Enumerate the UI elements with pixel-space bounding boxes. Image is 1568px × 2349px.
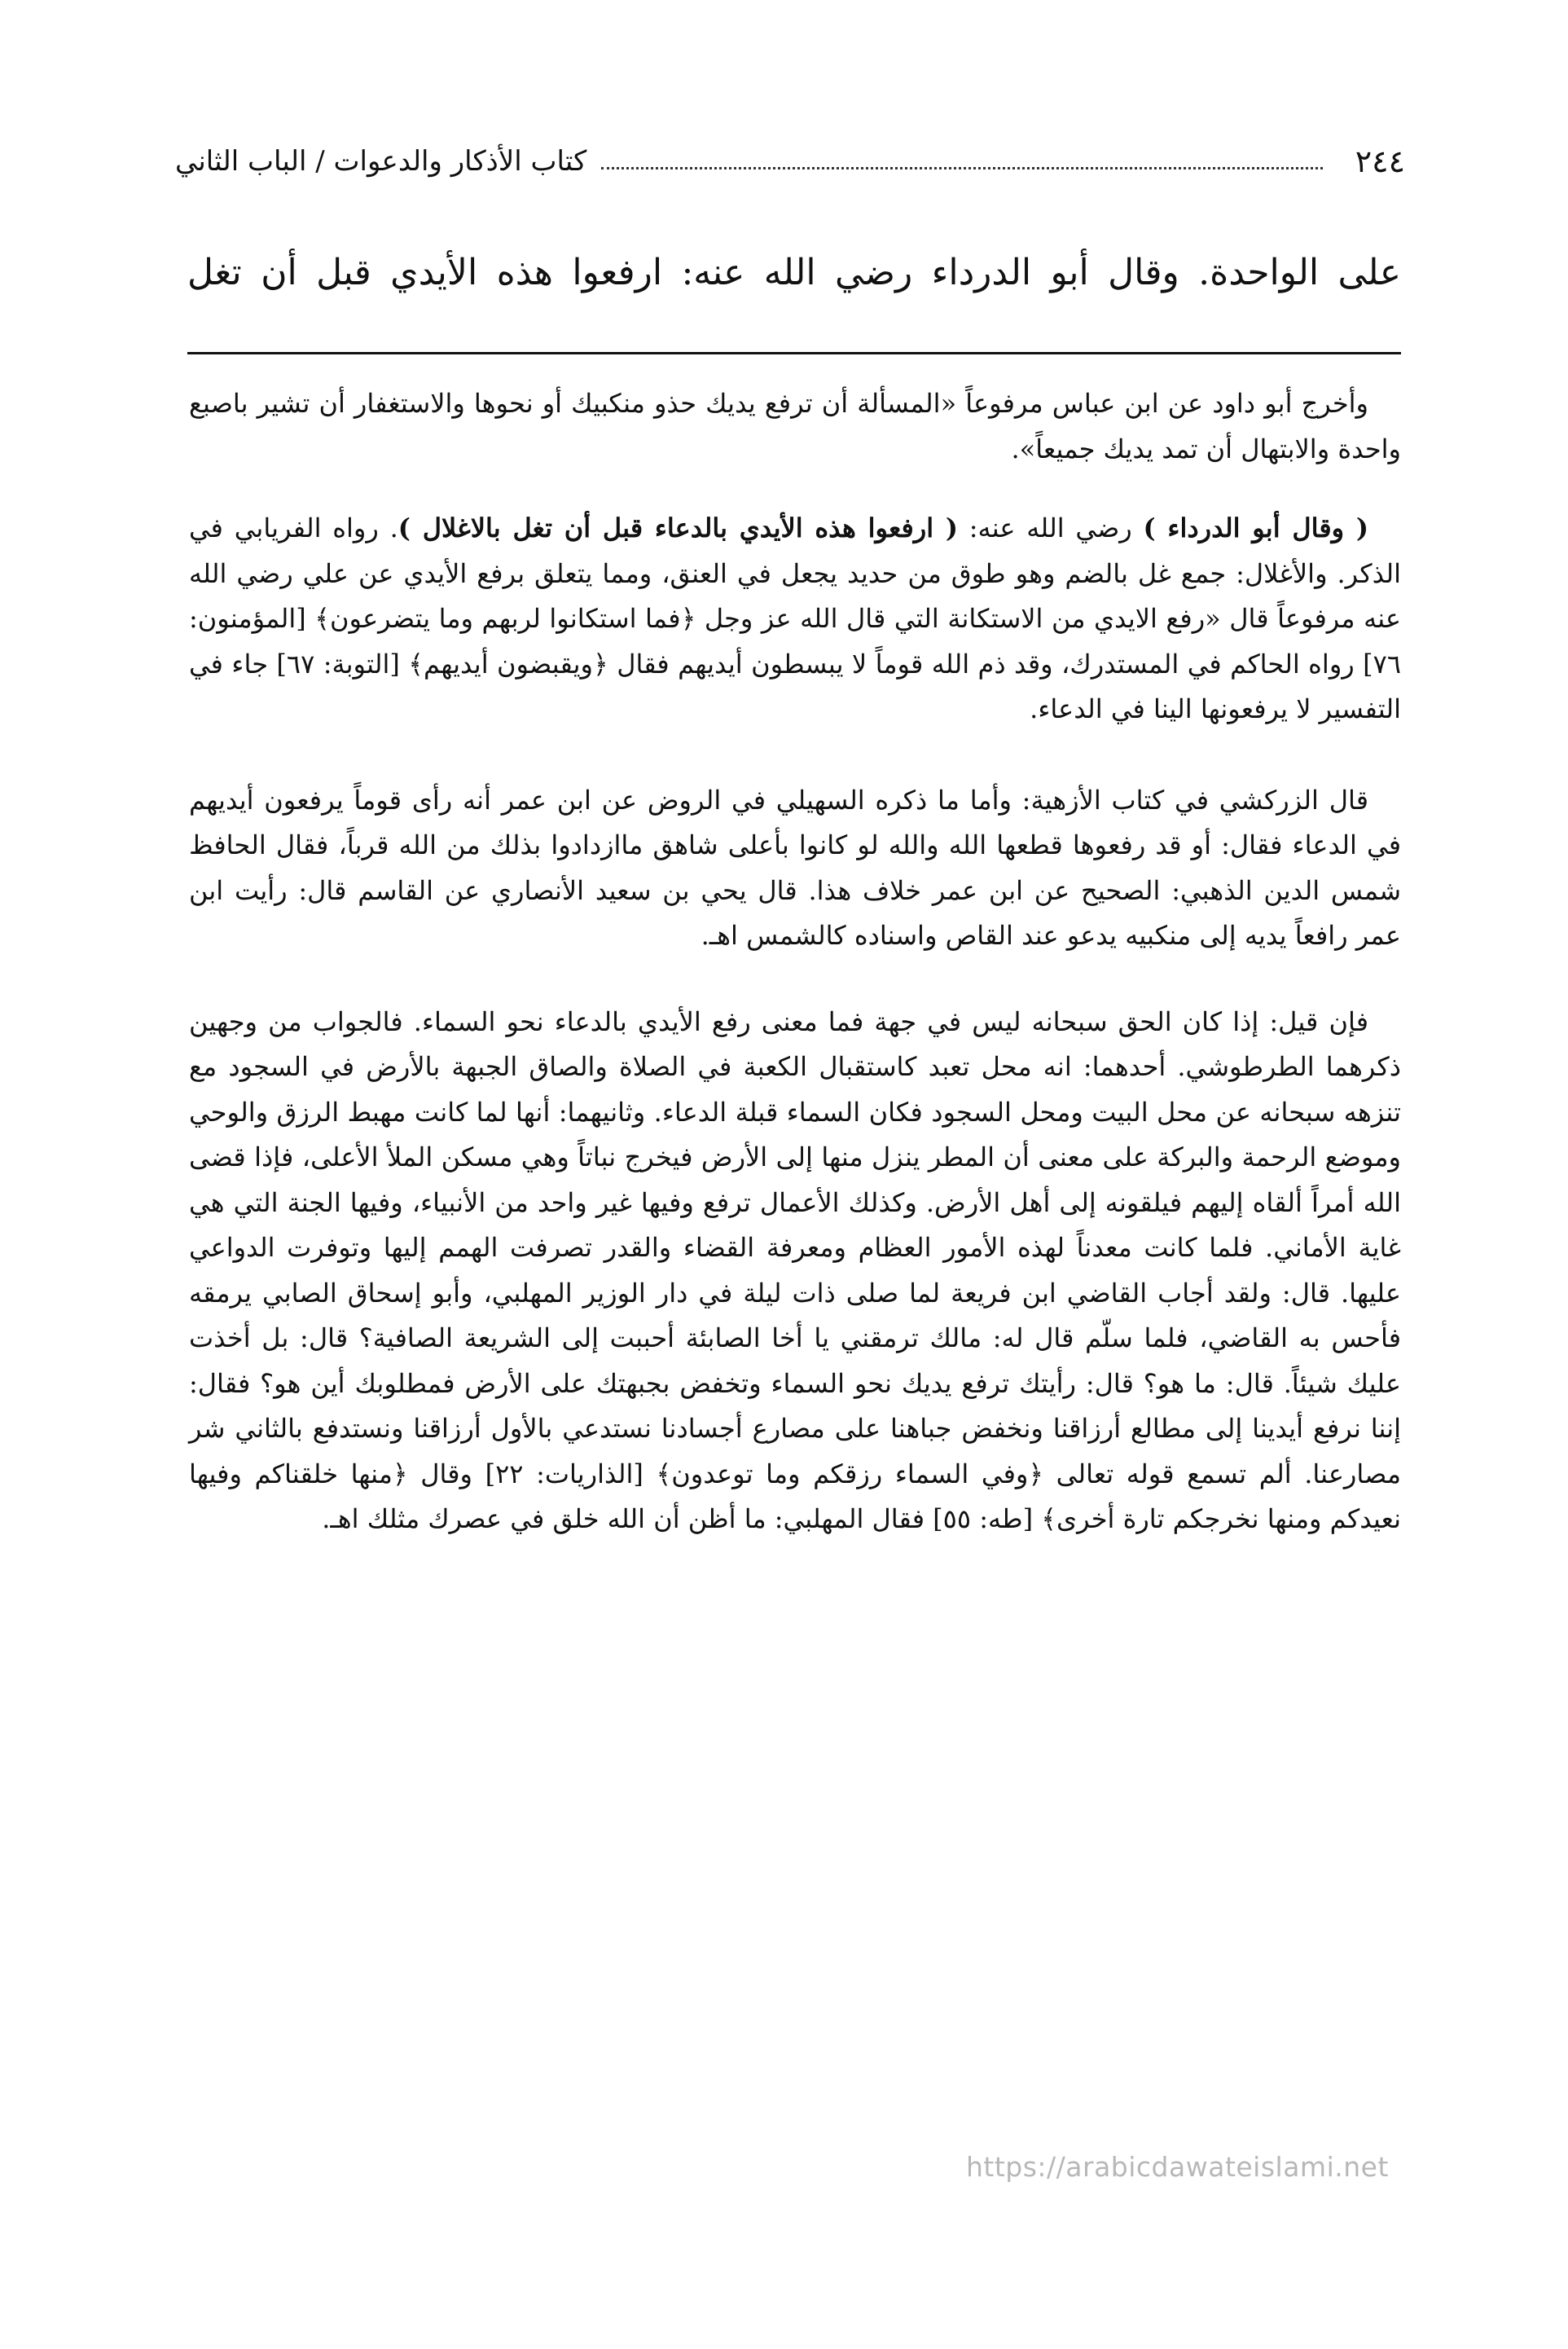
header-leader-dots bbox=[601, 167, 1322, 169]
separator-rule bbox=[187, 352, 1401, 354]
commentary-paragraph-3: قال الزركشي في كتاب الأزهية: وأما ما ذكره السهيلي في الروض عن ابن عمر أنه رأى قوماً يرفعون أيديهم في الدعاء فقال: أو قد رفعوها قطعها الله والله لو كانوا بأعلى شاهق ماازدادوا بذلك من الله قرباً، فقال الحافظ شمس الدين الذهبي: الصحيح عن ابن عمر خلاف هذا. قال يحي بن سعيد الأنصاري عن القاسم قال: رأيت ابن عمر رافعاً يديه إلى منكبيه يدعو عند القاص واسناده كالشمس اهـ. bbox=[189, 784, 1402, 951]
running-title: كتاب الأذكار والدعوات / الباب الثاني bbox=[175, 145, 587, 178]
website-watermark: https://arabicdawateislami.net bbox=[966, 2151, 1389, 2183]
quoted-saying: ( ارفعوا هذه الأيدي بالدعاء قبل أن تغل بالاغلال ) bbox=[397, 512, 958, 543]
commentary-text: . رواه الفريابي في الذكر. والأغلال: جمع غل بالضم وهو طوق من حديد يجعل في العنق، ومما يتعلق برفع الأيدي عن علي رضي الله عنه مرفوعاً قال «رفع الايدي من الاستكانة التي قال الله عز وجل ﴿فما استكانوا لربهم وما يتضرعون﴾ [المؤمنون: ٧٦] رواه الحاكم في المستدرك، وقد ذم الله قوماً لا يبسطون أيديهم فقال ﴿ويقبضون أيديهم﴾ [التوبة: ٦٧] جاء في التفسير لا يرفعونها الينا في الدعاء. bbox=[189, 512, 1402, 724]
main-text-line: على الواحدة. وقال أبو الدرداء رضي الله عنه: ارفعوا هذه الأيدي قبل أن تغل bbox=[187, 252, 1401, 293]
commentary-paragraph-2 bbox=[189, 506, 1401, 732]
commentary-body bbox=[189, 381, 1401, 1542]
quoted-speaker: ( وقال أبو الدرداء ) bbox=[1143, 512, 1369, 543]
honorific-text: رضي الله عنه: bbox=[957, 512, 1144, 543]
page-number: ٢٤٤ bbox=[1355, 143, 1405, 179]
commentary-paragraph-1: وأخرج أبو داود عن ابن عباس مرفوعاً «المسألة أن ترفع يديك حذو منكبيك أو نحوها والاستغفار أن تشير باصبع واحدة والابتهال أن تمد يديك جميعاً». bbox=[189, 388, 1401, 464]
commentary-paragraph-4: فإن قيل: إذا كان الحق سبحانه ليس في جهة فما معنى رفع الأيدي بالدعاء نحو السماء. فالجواب من وجهين ذكرهما الطرطوشي. أحدهما: انه محل تعبد كاستقبال الكعبة في الصلاة والصاق الجبهة بالأرض في السجود مع تنزهه سبحانه عن محل البيت ومحل السجود فكان السماء قبلة الدعاء. وثانيهما: أنها لما كانت مهبط الرزق والوحي وموضع الرحمة والبركة على معنى أن المطر ينزل منها إلى الأرض فيخرج نباتاً وهي مسكن الملأ الأعلى، فإذا قضى الله أمراً ألقاه إليهم فيلقونه إلى أهل الأرض. وكذلك الأعمال ترفع وفيها غير واحد من الأنبياء، وفيها الجنة التي هي غاية الأماني. فلما كانت معدناً لهذه الأمور العظام ومعرفة القضاء والقدر تصرفت الهمم إليها وتوفرت الدواعي عليها. قال: ولقد أجاب القاضي ابن فريعة لما صلى ذات ليلة في دار الوزير المهلبي، وأبو إسحاق الصابي يرمقه فأحس به القاضي، فلما سلّم قال له: مالك ترمقني يا أخا الصابئة أحببت إلى الشريعة الصافية؟ قال: بل أخذت عليك شيئاً. قال: ما هو؟ قال: رأيتك ترفع يديك نحو السماء وتخفض بجبهتك على الأرض فمطلوبك أين هو؟ فقال: إننا نرفع أيدينا إلى مطالع أرزاقنا ونخفض جباهنا على مصارع أجسادنا نستدعي بالأول أرزاقنا ونستدفع بالثاني شر مصارعنا. ألم تسمع قوله تعالى ﴿وفي السماء رزقكم وما توعدون﴾ [الذاريات: ٢٢] وقال ﴿منها خلقناكم وفيها نعيدكم ومنها نخرجكم تارة أخرى﴾ [طه: ٥٥] فقال المهلبي: ما أظن أن الله خلق في عصرك مثلك اهـ. bbox=[189, 1005, 1402, 1534]
page-header bbox=[175, 137, 1405, 186]
